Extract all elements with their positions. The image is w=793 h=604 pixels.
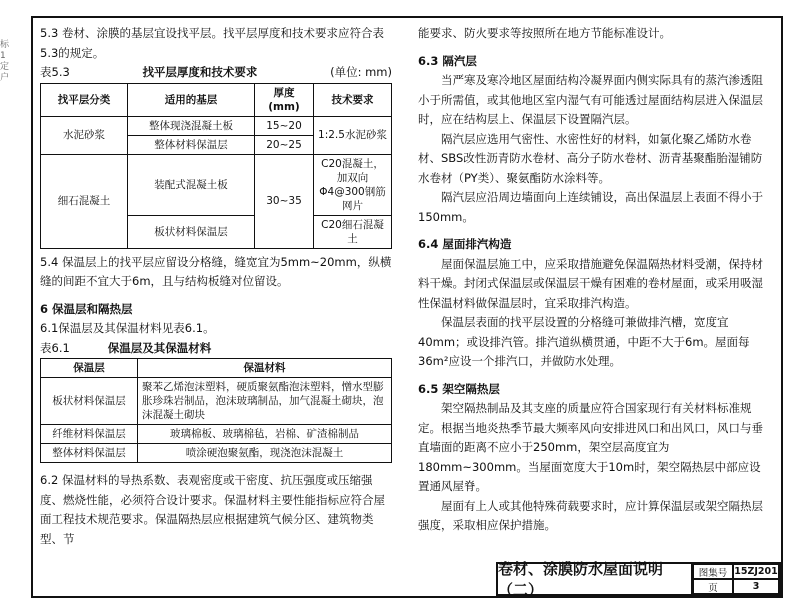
table-cell-requirement: C20细石混凝土 <box>314 215 392 248</box>
page-number: 3 <box>733 579 779 594</box>
table-header-cell: 适用的基层 <box>128 83 255 116</box>
atlas-number-value: 15ZJ201 <box>734 566 778 577</box>
table-cell-thickness: 20~25 <box>255 135 314 154</box>
section-5-4-text: 5.4 保温层上的找平层应留设分格缝，缝宽宜为5mm~20mm，纵横缝的间距不宜大于6m，且与结构板缝对位留设。 <box>40 254 392 288</box>
section-6-4-paragraph: 保温层表面的找平层设置的分格缝可兼做排汽槽，宽度宜40mm；或设排汽管。排汽道纵横贯通，中距不大于6m。屋面每36m²应设一个排汽口，并做防水处理。 <box>418 315 750 368</box>
table-cell-category: 细石混凝土 <box>41 154 128 248</box>
section-6-2-text: 6.2 保温材料的导热系数、表观密度或干密度、抗压强度或压缩强度、燃烧性能，必须符合设计要求。保温材料主要性能指标应符合屋面工程技术规范要求。保温隔热层应根据建筑气候分区、建筑物类型、节 <box>40 473 385 546</box>
table-header-cell: 保温层 <box>41 359 138 378</box>
continued-text: 能要求、防火要求等按照所在地方节能标准设计。 <box>418 26 671 40</box>
section-6-3-heading: 6.3 隔汽层 <box>418 53 477 68</box>
atlas-number-label: 图集号 <box>693 564 733 579</box>
table-5-3-caption <box>40 63 392 83</box>
edge-marks <box>0 40 12 84</box>
section-6-4-heading: 6.4 屋面排汽构造 <box>418 237 512 251</box>
section-6-5-paragraph: 架空隔热制品及其支座的质量应符合国家现行有关材料标准规定。根据当地炎热季节最大频率风向安排进风口和出风口，风口与垂直墙面的距离不应小于250mm，架空层高度宜为180mm~300mm。当屋面宽度大于10m时，架空隔热层中部应设置通风屋脊。 <box>418 401 763 493</box>
edge-mark: 定 <box>0 62 10 72</box>
section-6-3-paragraph: 当严寒及寒冷地区屋面结构冷凝界面内侧实际具有的蒸汽渗透阻小于所需值，或其他地区室内湿气有可能透过屋面结构层进入保温层时，应在结构层上、保温层下设置隔汽层。 <box>418 73 763 126</box>
table-row <box>41 444 392 463</box>
table-cell-layer: 整体材料保温层 <box>41 444 138 463</box>
table-header-cell: 保温材料 <box>138 359 392 378</box>
table-5-3 <box>40 83 392 249</box>
table-row <box>41 378 392 425</box>
edge-mark: 户 <box>0 73 10 83</box>
table-cell-layer: 纤维材料保温层 <box>41 425 138 444</box>
section-6-5-paragraph: 屋面有上人或其他特殊荷载要求时，应计算保温层或架空隔热层强度，采取相应保护措施。 <box>418 498 763 532</box>
table-cell-requirement: C20混凝土，加双向Φ4@300钢筋网片 <box>314 154 392 215</box>
table-cell-thickness: 30~35 <box>255 154 314 248</box>
table-cell-thickness: 15~20 <box>255 116 314 135</box>
table-cell-material: 喷涂硬泡聚氨酯，现浇泡沫混凝土 <box>138 444 392 463</box>
sheet-title: 卷材、涂膜防水屋面说明（二） <box>498 564 693 594</box>
table-5-3-title: 找平层厚度和技术要求 <box>142 65 258 79</box>
edge-mark: 标 <box>0 40 10 50</box>
table-cell-category: 水泥砂浆 <box>41 116 128 154</box>
table-cell-base: 板状材料保温层 <box>128 215 255 248</box>
section-6-1-text: 6.1保温层及其保温材料见表6.1。 <box>40 321 215 335</box>
table-6-1-title: 保温层及其保温材料 <box>107 340 212 355</box>
section-6-heading: 6 保温层和隔热层 <box>40 301 133 316</box>
edge-mark: 1 <box>0 51 6 61</box>
table-header-cell: 找平层分类 <box>41 83 128 116</box>
right-column <box>418 24 772 536</box>
table-cell-base: 装配式混凝土板 <box>128 154 255 215</box>
table-6-1-label: 表6.1 <box>40 340 70 355</box>
page-label: 页 <box>693 579 733 594</box>
table-row <box>41 154 392 215</box>
table-6-1 <box>40 358 392 463</box>
table-cell-material: 玻璃棉板、玻璃棉毡，岩棉、矿渣棉制品 <box>138 425 392 444</box>
table-5-3-label: 表5.3 <box>40 65 70 79</box>
section-6-4-paragraph: 屋面保温层施工中，应采取措施避免保温隔热材料受潮，保持材料干燥。封闭式保温层或保温层干燥有困难的卷材屋面，或采用吸湿性保温材料做保温层时，宜采取排汽构造。 <box>418 256 763 310</box>
left-column <box>40 24 392 549</box>
table-header-row <box>41 83 392 116</box>
table-5-3-unit: (单位: mm) <box>330 65 392 79</box>
table-6-1-caption <box>40 339 392 359</box>
table-cell-layer: 板状材料保温层 <box>41 378 138 425</box>
table-header-cell: 厚度(mm) <box>255 83 314 116</box>
title-block-meta <box>693 564 779 594</box>
section-5-3-text: 5.3 卷材、涂膜的基层宜设找平层。找平层厚度和技术要求应符合表5.3的规定。 <box>40 26 384 60</box>
table-cell-base: 整体现浇混凝土板 <box>128 116 255 135</box>
section-6-5-heading: 6.5 架空隔热层 <box>418 381 500 396</box>
table-cell-base: 整体材料保温层 <box>128 135 255 154</box>
table-header-row <box>41 359 392 378</box>
table-cell-requirement: 1:2.5水泥砂浆 <box>314 116 392 154</box>
table-row <box>41 425 392 444</box>
table-cell-material: 聚苯乙烯泡沫塑料，硬质聚氨酯泡沫塑料，憎水型膨胀珍珠岩制品，泡沫玻璃制品，加气混凝土砌块，泡沫混凝土砌块 <box>138 378 392 425</box>
section-6-3-paragraph: 隔汽层应选用气密性、水密性好的材料，如氯化聚乙烯防水卷材、SBS改性沥青防水卷材、高分子防水卷材、沥青基聚酯胎湿铺防水卷材（PY类）、聚氨酯防水涂料等。 <box>418 131 763 185</box>
section-6-3-paragraph: 隔汽层应沿周边墙面向上连续铺设，高出保温层上表面不得小于150mm。 <box>418 190 763 224</box>
table-row <box>41 116 392 135</box>
title-block <box>496 560 781 599</box>
table-header-cell: 技术要求 <box>314 83 392 116</box>
